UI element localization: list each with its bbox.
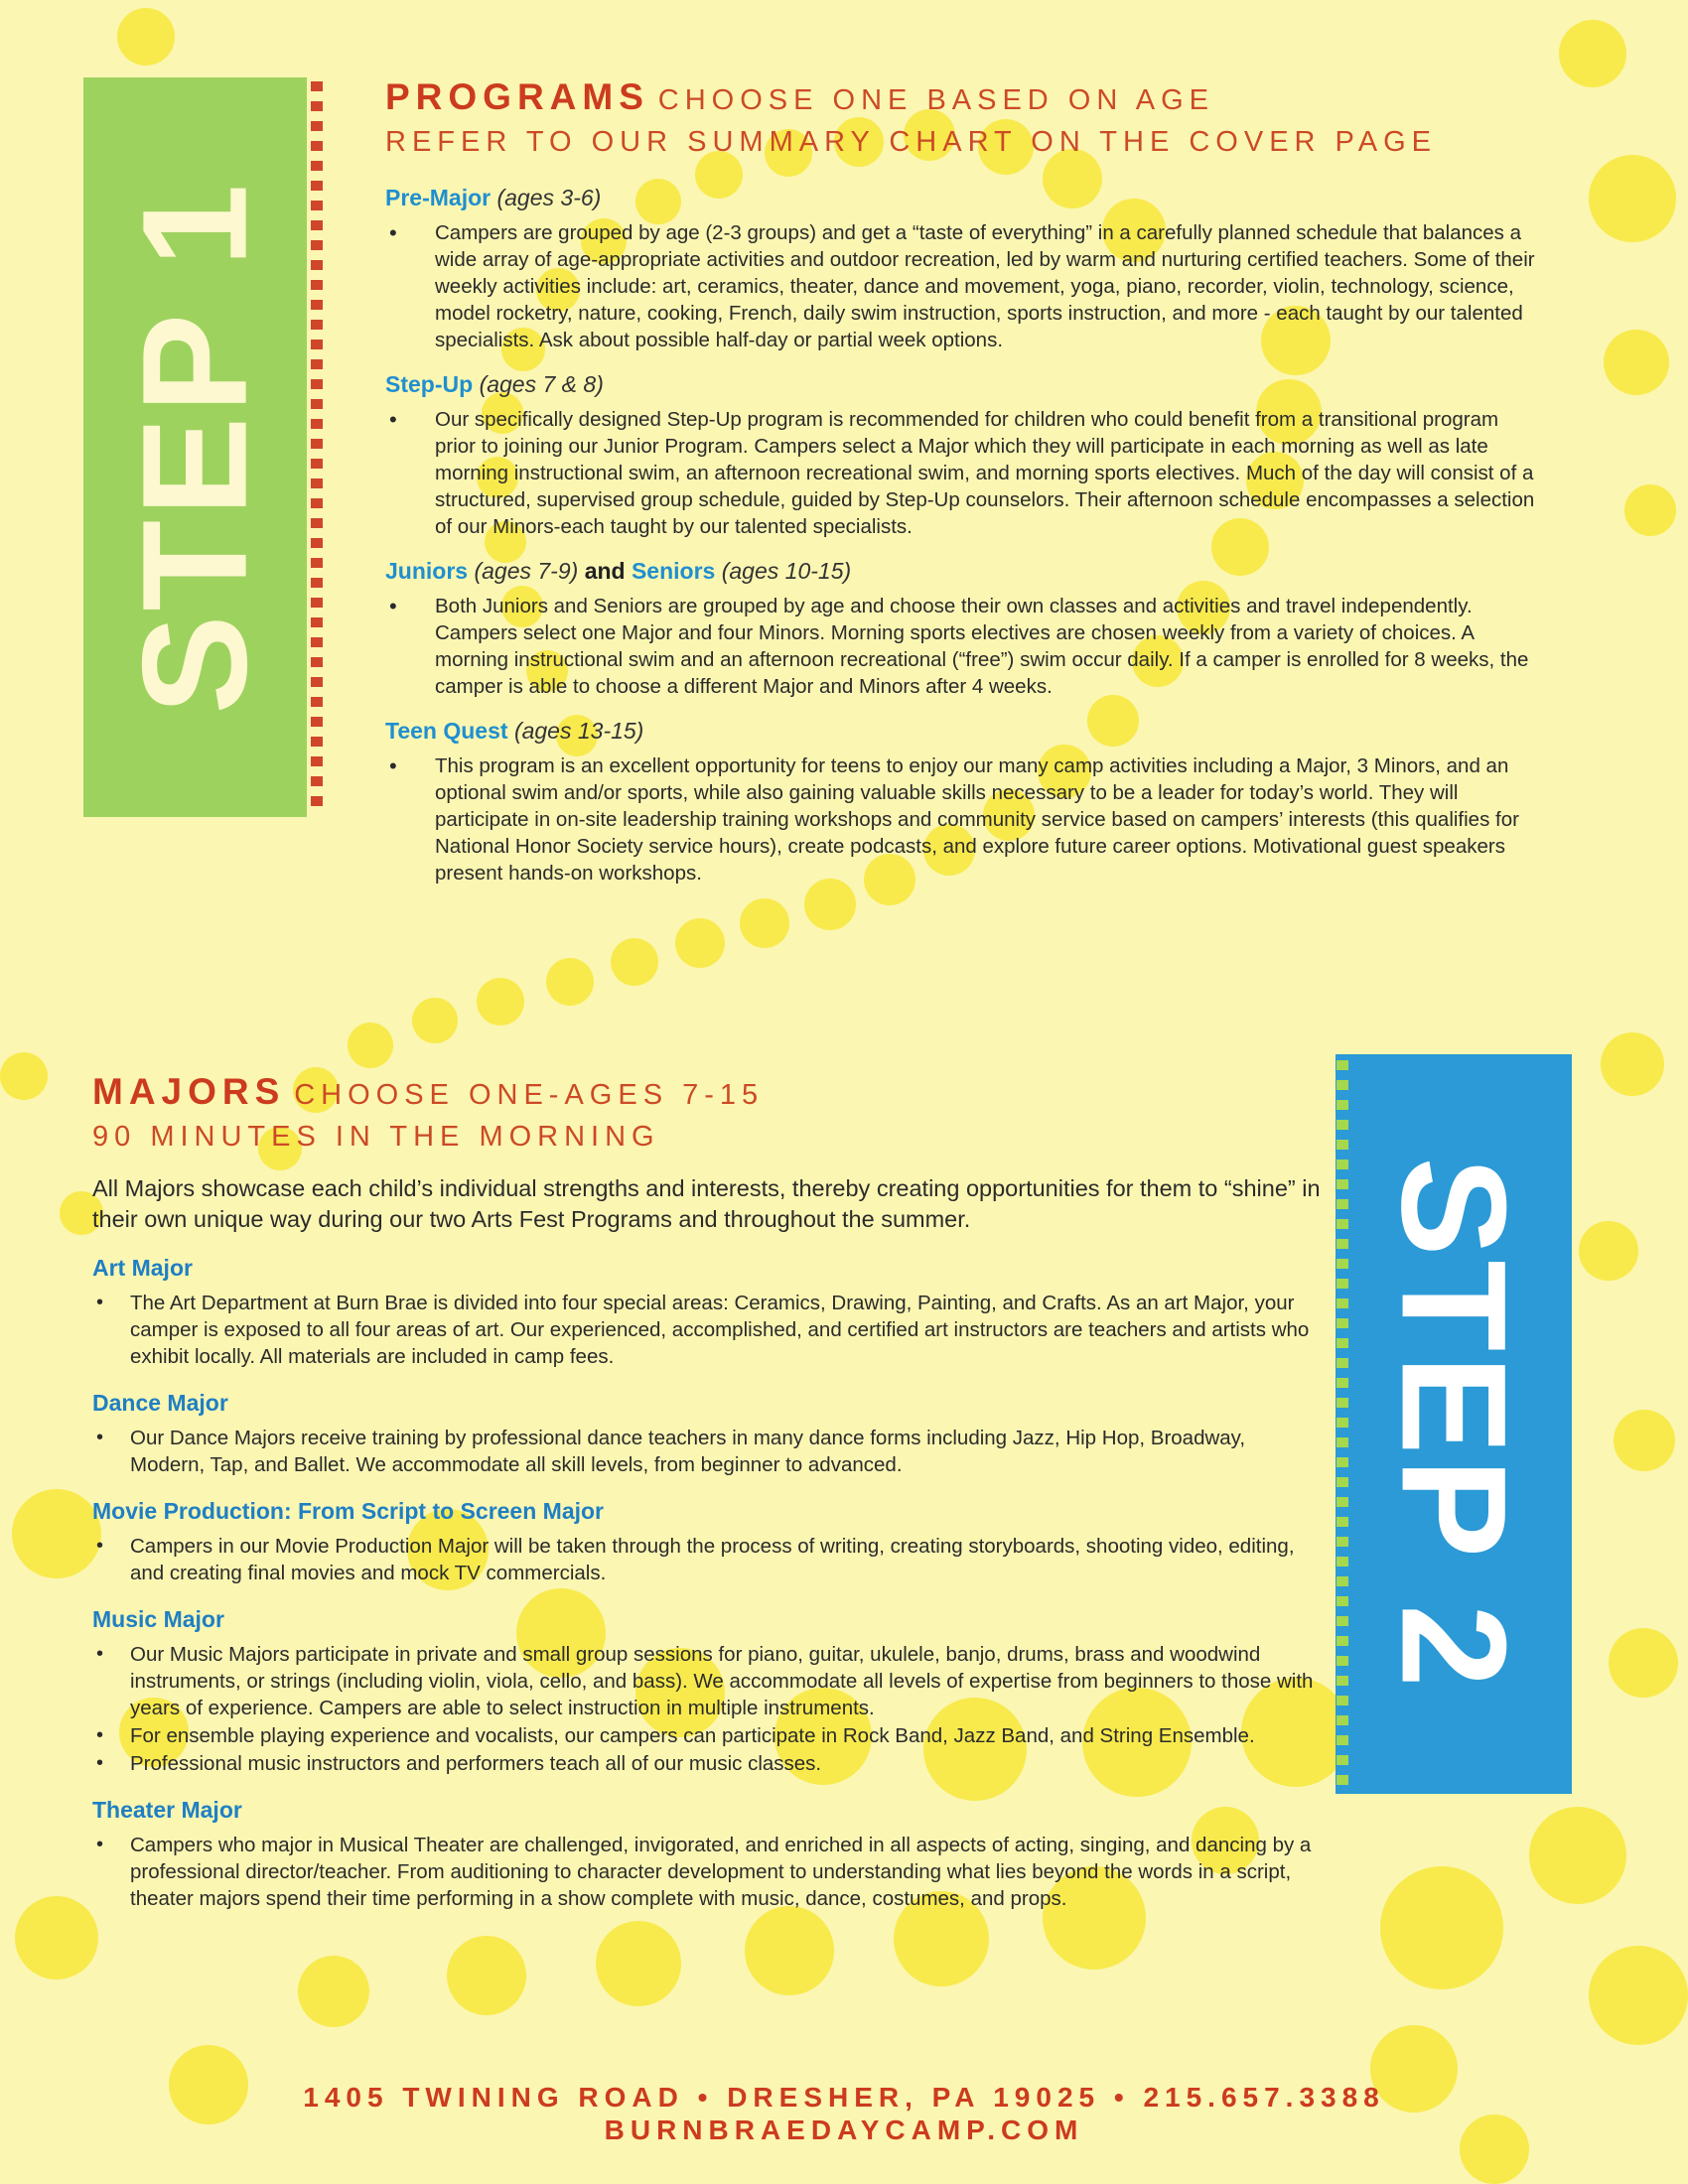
movie-major-heading: Movie Production: From Script to Screen Major [92,1497,605,1524]
list-item: • Our specifically designed Step-Up program is recommended for children who could benefit from a transitional program prior to joining our Junior Program. Campers select a Major which they will participate in each morning as well as late morning instructional swim, an afternoon recreational swim, and morning sports electives. Much of the day will consist of a structured, supervised group schedule, guided by Step-Up counselors. Their afternoon schedule encompasses a selection of our Minors-each taught by our talented specialists. [385,406,1537,540]
program-heading [385,718,1537,745]
programs-subheading: REFER TO OUR SUMMARY CHART ON THE COVER PAGE [385,125,1437,158]
step-2-panel [1336,1054,1572,1794]
movie-major-list [92,1533,1314,1586]
footer-address: 1405 TWINING ROAD • DRESHER, PA 19025 • 215.657.3388 [303,2082,1385,2113]
step-1-label: STEP 1 [111,180,279,715]
list-item: • Campers who major in Musical Theater are challenged, invigorated, and enriched in all aspects of acting, singing, and dancing by a professional director/teacher. From auditioning to character development to understanding what lies beyond the words in a script, theater majors spend their time performing in a show complete with music, dance, costumes, and props. [92,1832,1314,1912]
footer-website[interactable]: BURNBRAEDAYCAMP.COM [604,2115,1084,2145]
majors-subtitle: CHOOSE ONE-AGES 7-15 [294,1079,765,1111]
program-name: Pre-Major [385,184,492,210]
program-description [385,593,1537,700]
list-item: • Our Dance Majors receive training by professional dance teachers in many dance forms including Jazz, Hip Hop, Broadway, Modern, Tap, and Ballet. We accommodate all skill levels, from beginner to advanced. [92,1425,1314,1478]
programs-subtitle: CHOOSE ONE BASED ON AGE [657,84,1215,116]
program-heading [385,185,1537,211]
list-item: • The Art Department at Burn Brae is divided into four special areas: Ceramics, Drawing, Painting, and Crafts. As an art Major, your camper is exposed to all four areas of art. Our experienced, accomplished, and certified art instructors are teachers and artists who exhibit locally. All materials are included in camp fees. [92,1290,1314,1370]
program-ages: (ages 3-6) [496,184,602,210]
art-major-heading: Art Major [92,1254,193,1281]
step-1-panel [83,77,307,817]
list-item: • This program is an excellent opportunity for teens to enjoy our many camp activities including a Major, 3 Minors, and an optional swim and/or sports, while also gaining valuable skills necessary to be a leader for today’s world. They will participate in on-site leadership training workshops and community service based on campers’ interests (this qualifies for National Honor Society service hours), create podcasts, and explore future career options. Motivational guest speakers present hands-on workshops. [385,752,1537,887]
program-description [385,219,1537,353]
art-major-list [92,1290,1314,1370]
majors-heading [92,1072,1314,1113]
program-name: Teen Quest [385,717,508,744]
programs-heading [385,77,1537,118]
program-ages: (ages 7-9) [474,557,579,584]
music-major-heading: Music Major [92,1605,224,1632]
list-item: • Campers are grouped by age (2-3 groups) and get a “taste of everything” in a carefully planned schedule that balances a wide array of age-appropriate activities and outdoor recreation, led by warm and nurturing certified teachers. Some of their weekly activities include: art, ceramics, theater, dance and movement, yoga, piano, recorder, violin, technology, science, model rocketry, nature, cooking, French, daily swim instruction, sports instruction, and more - each taught by our talented specialists. Ask about possible half-day or partial week options. [385,219,1537,353]
program-heading [385,371,1537,398]
program-name-2: Seniors [631,557,716,584]
program-name: Step-Up [385,370,474,397]
program-ages: (ages 7 & 8) [479,370,604,397]
list-item: • Campers in our Movie Production Major will be taken through the process of writing, creating storyboards, shooting video, editing, and creating final movies and mock TV commercials. [92,1533,1314,1586]
program-heading [385,558,1537,585]
majors-section [92,1071,1321,1913]
step-2-label: STEP 2 [1370,1157,1538,1692]
theater-major-heading: Theater Major [92,1796,242,1823]
program-description [385,406,1537,540]
programs-title: PROGRAMS [385,76,649,117]
dance-major-list [92,1425,1314,1478]
majors-intro: All Majors showcase each child’s individual strengths and interests, thereby creating opportunities for them to “shine” in their own unique way during our two Arts Fest Programs and throughout the summer. [92,1174,1321,1232]
red-dash-divider [311,81,323,816]
theater-major-list [92,1832,1314,1912]
dance-major-heading: Dance Major [92,1389,228,1416]
list-item: • Our Music Majors participate in private and small group sessions for piano, guitar, ukulele, banjo, drums, brass and woodwind instruments, or strings (including violin, viola, cello, and bass). We accommodate all levels of expertise from beginners to those with years of experience. Campers are able to select instruction in multiple instruments. [92,1641,1314,1721]
program-ages: (ages 13-15) [513,717,644,744]
program-description [385,752,1537,887]
program-name: Juniors [385,557,469,584]
list-item: • Both Juniors and Seniors are grouped by age and choose their own classes and activities and travel independently. Campers select one Major and four Minors. Morning sports electives are chosen weekly from a variety of choices. A morning instructional swim and an afternoon recreational (“free”) swim occur daily. If a camper is enrolled for 8 weeks, the camper is able to choose a different Major and Minors after 4 weeks. [385,593,1537,700]
programs-section [385,77,1537,887]
list-item: • For ensemble playing experience and vocalists, our campers can participate in Rock Band, Jazz Band, and String Ensemble. [92,1722,1314,1749]
program-ages-2: (ages 10-15) [721,557,852,584]
list-item: • Professional music instructors and performers teach all of our music classes. [92,1750,1314,1777]
music-major-list [92,1641,1314,1777]
green-dash-divider [1336,1060,1348,1790]
majors-title: MAJORS [92,1071,286,1112]
program-joiner: and [584,557,626,584]
majors-subheading: 90 MINUTES IN THE MORNING [92,1120,660,1153]
